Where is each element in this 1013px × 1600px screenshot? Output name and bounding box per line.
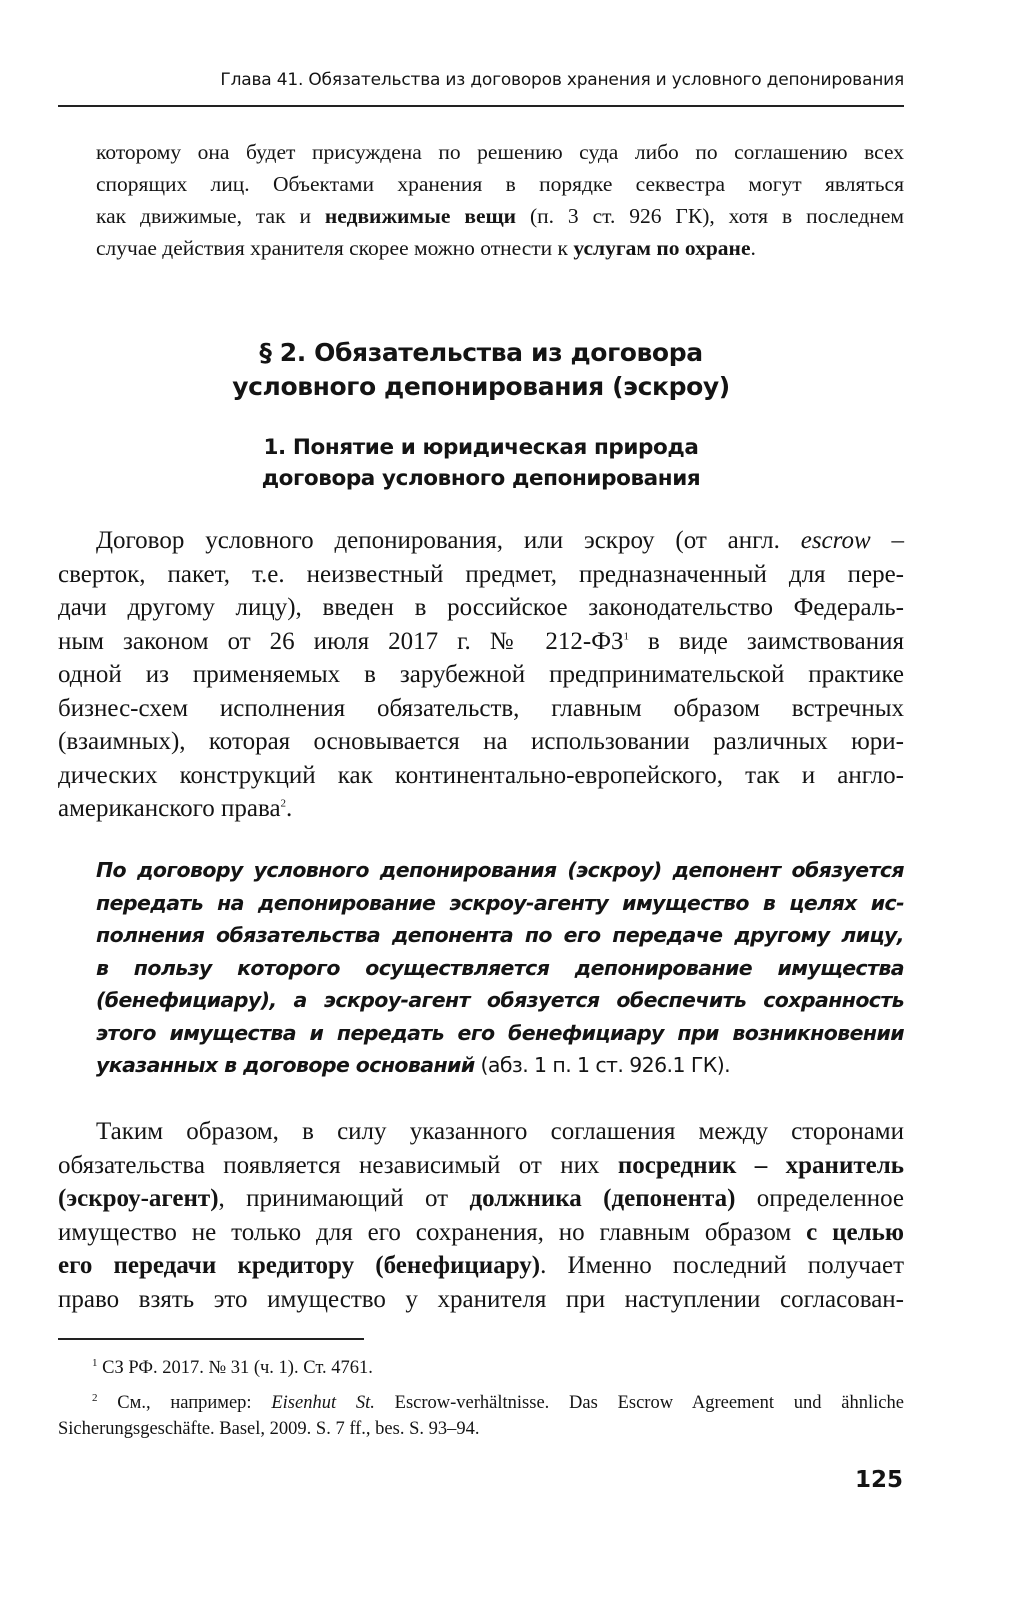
- text-line: [58, 1249, 904, 1283]
- text-run: в виде заимствования: [629, 627, 904, 655]
- text-run: определенное: [735, 1185, 905, 1212]
- section-heading-line: условного депонирования (эскроу): [232, 372, 730, 401]
- text-run: .: [750, 236, 756, 260]
- text-line: [58, 524, 904, 558]
- text-line: дачи другому лицу), введен в российское законодательство Федераль-: [58, 594, 904, 621]
- footnote-line: [58, 1390, 904, 1416]
- legal-definition: [96, 854, 904, 1082]
- text-run: . Именно последний получает: [540, 1252, 905, 1279]
- text-run: имущество не только для его сохранения, но главным образом: [58, 1218, 807, 1246]
- text-run: американского права: [58, 795, 281, 822]
- text-line: [96, 1049, 904, 1082]
- text-line: (бенефициару), а эскроу-агент обязуется обеспечить сохранность: [96, 988, 904, 1012]
- bold-term: с целью: [806, 1218, 904, 1246]
- text-line: дических конструкций как континентально-европейского, так и англо-: [58, 761, 904, 789]
- text-line: [58, 1216, 904, 1250]
- footnote-text: Escrow-verhältnisse. Das Escrow Agreement und ähnliche: [374, 1393, 904, 1413]
- footnote-number: 2: [92, 1391, 98, 1404]
- text-line: [58, 1182, 904, 1216]
- bold-term: посредник – хранитель: [617, 1151, 904, 1179]
- text-line: [58, 625, 904, 659]
- text-line: которому она будет присуждена по решению суда либо по соглашению всех: [96, 140, 904, 164]
- text-run: .: [286, 795, 293, 822]
- footnote-text: СЗ РФ. 2017. № 31 (ч. 1). Ст. 4761.: [97, 1358, 373, 1378]
- text-line: право взять это имущество у хранителя при наступлении согласован-: [58, 1285, 904, 1313]
- text-run: случае действия хранителя скорее можно отнести к: [96, 236, 574, 260]
- text-line: (взаимных), которая основывается на использовании различных юри-: [58, 728, 904, 755]
- italic-term: escrow: [800, 527, 871, 554]
- text-line: полнения обязательства депонента по его передаче другому лицу,: [96, 923, 904, 947]
- text-run: , принимающий от: [218, 1185, 470, 1212]
- footnote-ref: 2: [280, 797, 287, 810]
- paragraph-continued: [96, 136, 904, 264]
- footnote-1: [58, 1355, 904, 1381]
- text-line: бизнес-схем исполнения обязательств, главным образом встречных: [58, 694, 904, 722]
- subsection-heading-line: договора условного депонирования: [261, 466, 701, 491]
- text-run: –: [870, 527, 904, 554]
- bold-term: его передачи кредитору (бенефициару): [58, 1252, 541, 1279]
- subsection-heading: [58, 432, 904, 494]
- running-header: Глава 41. Обязательства из договоров хранения и условного депонирования: [220, 70, 904, 90]
- section-heading-line: § 2. Обязательства из договора: [259, 338, 703, 367]
- text-line: в пользу которого осуществляется депонирование имущества: [96, 955, 904, 980]
- footnote-rule: [58, 1338, 364, 1340]
- header-rule: [58, 105, 904, 107]
- text-line: Таким образом, в силу указанного соглашения между сторонами: [96, 1118, 904, 1145]
- footnote-line: Sicherungsgeschäfte. Basel, 2009. S. 7 ff., bes. S. 93–94.: [58, 1419, 480, 1439]
- text-line: этого имущества и передать его бенефициару при возникновении: [96, 1020, 904, 1045]
- section-heading: [58, 336, 904, 404]
- text-line: сверток, пакет, т.е. неизвестный предмет, предназначенный для пере-: [58, 560, 904, 588]
- bold-term: недвижимые вещи: [324, 204, 517, 228]
- page-number: 125: [854, 1467, 903, 1493]
- bold-term: должника (депонента): [469, 1185, 736, 1212]
- subsection-heading-line: 1. Понятие и юридическая природа: [263, 435, 699, 460]
- paragraph-intermediary: [58, 1115, 904, 1316]
- text-line: [58, 1149, 904, 1183]
- footnote-author: Eisenhut St.: [271, 1393, 375, 1413]
- text-line: По договору условного депонирования (эскроу) депонент обязуется: [96, 858, 904, 882]
- footnote-ref: 1: [623, 630, 630, 643]
- bold-term: услугам по охране: [573, 236, 751, 260]
- text-line: [96, 200, 904, 232]
- text-run: как движимые, так и: [96, 204, 325, 228]
- text-line: спорящих лиц. Объектами хранения в порядке секвестра могут являться: [96, 172, 904, 196]
- footnote-line: [58, 1355, 904, 1381]
- paragraph-escrow-intro: [58, 524, 904, 826]
- statute-reference: (абз. 1 п. 1 ст. 926.1 ГК).: [474, 1053, 731, 1077]
- text-line: [96, 232, 904, 264]
- text-run: Договор условного депонирования, или эскроу (от англ.: [96, 527, 801, 554]
- text-run: ным законом от 26 июля 2017 г. № 212-ФЗ: [58, 627, 624, 655]
- text-run: (п. 3 ст. 926 ГК), хотя в последнем: [516, 204, 905, 228]
- bold-term: (эскроу-агент): [58, 1185, 219, 1212]
- footnote-text: См., например:: [97, 1393, 272, 1413]
- text-line: [58, 792, 904, 826]
- text-run: обязательства появляется независимый от них: [58, 1151, 618, 1179]
- footnote-number: 1: [92, 1356, 98, 1369]
- text-line: передать на депонирование эскроу-агенту имущество в целях ис-: [96, 890, 904, 915]
- footnote-2: [58, 1390, 904, 1442]
- text-run: указанных в договоре оснований: [96, 1053, 475, 1077]
- text-line: одной из применяемых в зарубежной предпринимательской практике: [58, 661, 904, 688]
